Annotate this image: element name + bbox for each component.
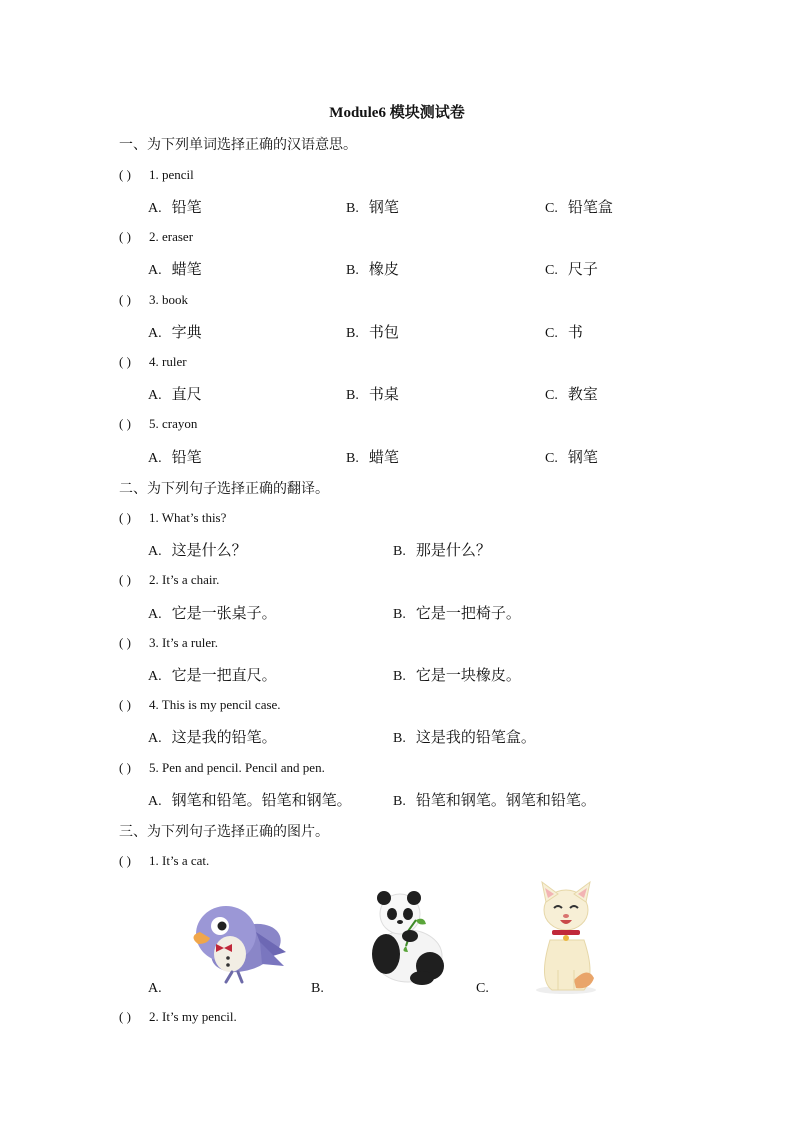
- option-b: B. 那是什么？: [393, 541, 491, 559]
- question-3-1: ( ) 1. It’s a cat.: [119, 853, 210, 868]
- question-2-3: ( ) 3. It’s a ruler.: [119, 635, 218, 650]
- answer-blank[interactable]: ( ): [119, 510, 131, 525]
- option-c: C. 尺子: [545, 260, 598, 278]
- option-a: A. 钢笔和铅笔。铅笔和钢笔。: [148, 791, 352, 809]
- option-a: A. 这是我的铅笔。: [148, 728, 277, 746]
- option-b: B. 这是我的铅笔盒。: [393, 728, 536, 746]
- option-b: B. 书桌: [346, 385, 399, 403]
- answer-blank[interactable]: ( ): [119, 1009, 131, 1024]
- bird-icon[interactable]: [186, 892, 290, 984]
- section-1-heading: 一、为下列单词选择正确的汉语意思。: [119, 137, 357, 153]
- section-3-heading: 三、为下列句子选择正确的图片。: [119, 824, 329, 840]
- picture-option-b: B.: [311, 981, 324, 996]
- question-3-2: ( ) 2. It’s my pencil.: [119, 1009, 237, 1024]
- option-b: B. 它是一块橡皮。: [393, 666, 521, 684]
- page-title: Module6 模块测试卷: [329, 105, 465, 121]
- answer-blank[interactable]: ( ): [119, 229, 131, 244]
- answer-blank[interactable]: ( ): [119, 635, 131, 650]
- question-2-1: ( ) 1. What’s this?: [119, 510, 227, 525]
- option-a: A. 它是一把直尺。: [148, 666, 277, 684]
- answer-blank[interactable]: ( ): [119, 697, 131, 712]
- question-2-5: ( ) 5. Pen and pencil. Pencil and pen.: [119, 760, 325, 775]
- answer-blank[interactable]: ( ): [119, 572, 131, 587]
- option-b: B. 它是一把椅子。: [393, 604, 521, 622]
- option-a: A. 字典: [148, 323, 202, 341]
- question-1-3: ( ) 3. book: [119, 292, 188, 307]
- option-a: A. 铅笔: [148, 448, 202, 466]
- option-b: B. 钢笔: [346, 198, 399, 216]
- question-2-4: ( ) 4. This is my pencil case.: [119, 697, 281, 712]
- option-a: A. 它是一张桌子。: [148, 604, 277, 622]
- panda-icon[interactable]: [366, 890, 448, 986]
- picture-option-c: C.: [476, 981, 489, 996]
- cat-icon[interactable]: [528, 880, 604, 996]
- option-c: C. 钢笔: [545, 448, 598, 466]
- question-2-2: ( ) 2. It’s a chair.: [119, 572, 220, 587]
- answer-blank[interactable]: ( ): [119, 292, 131, 307]
- picture-option-a: A.: [148, 981, 162, 996]
- option-b: B. 橡皮: [346, 260, 399, 278]
- answer-blank[interactable]: ( ): [119, 853, 131, 868]
- answer-blank[interactable]: ( ): [119, 760, 131, 775]
- option-a: A. 蜡笔: [148, 260, 202, 278]
- option-a: A. 直尺: [148, 385, 202, 403]
- question-1-5: ( ) 5. crayon: [119, 416, 198, 431]
- section-2-heading: 二、为下列句子选择正确的翻译。: [119, 481, 329, 497]
- question-1-1: ( ) 1. pencil: [119, 167, 194, 182]
- option-c: C. 书: [545, 323, 583, 341]
- option-b: B. 书包: [346, 323, 399, 341]
- answer-blank[interactable]: ( ): [119, 354, 131, 369]
- question-1-2: ( ) 2. eraser: [119, 229, 194, 244]
- option-c: C. 教室: [545, 385, 598, 403]
- option-a: A. 铅笔: [148, 198, 202, 216]
- option-a: A. 这是什么？: [148, 541, 247, 559]
- question-1-4: ( ) 4. ruler: [119, 354, 187, 369]
- option-b: B. 蜡笔: [346, 448, 399, 466]
- answer-blank[interactable]: ( ): [119, 416, 131, 431]
- option-b: B. 铅笔和钢笔。钢笔和铅笔。: [393, 791, 596, 809]
- option-c: C. 铅笔盒: [545, 198, 613, 216]
- answer-blank[interactable]: ( ): [119, 167, 131, 182]
